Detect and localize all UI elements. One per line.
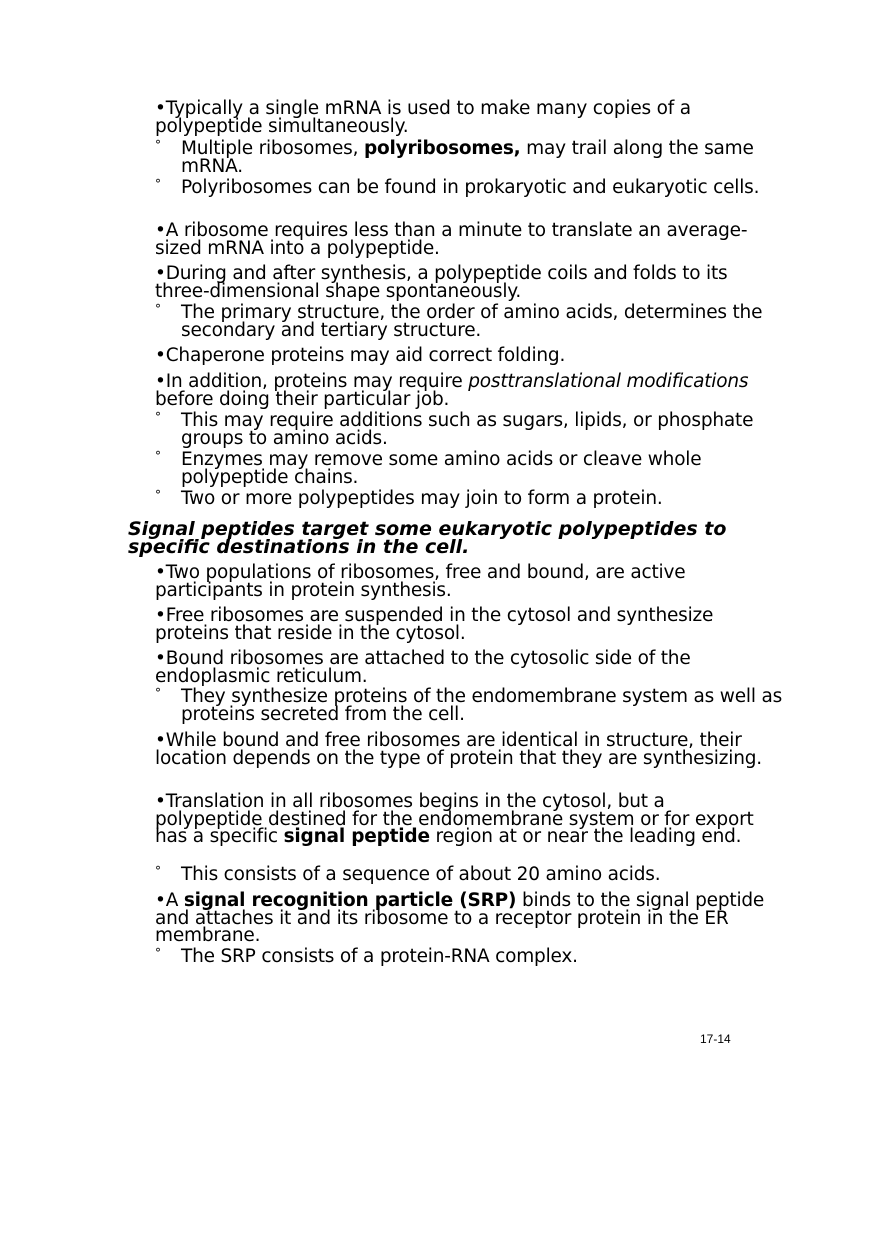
sub-bullet-text: Enzymes may remove some amino acids or cleave whole polypeptide chains.: [181, 449, 702, 488]
sub-bullet-marker: °: [155, 864, 161, 878]
bullet-text: Two populations of ribosomes, free and bound, are active participants in protein synthesis.: [155, 562, 686, 601]
bullet-marker: •: [155, 98, 166, 119]
bullet-text: Bound ribosomes are attached to the cytosolic side of the endoplasmic reticulum.: [155, 648, 691, 687]
sub-bullet-marker: °: [155, 177, 161, 191]
sub-bullet-text-end: may trail along the same mRNA.: [181, 138, 754, 177]
bullet-item: [155, 222, 765, 257]
sub-bullet-item: [155, 179, 791, 197]
bullet-item: [155, 607, 765, 642]
sub-bullet-item: [155, 304, 791, 339]
bullet-marker: •: [155, 730, 166, 751]
bullet-marker: •: [155, 791, 166, 812]
bullet-text: A ribosome requires less than a minute to translate an average-sized mRNA into a polypeptide.: [155, 220, 748, 259]
bullet-text-end: binds to the signal peptide and attaches it and its ribosome to a receptor protein in the ER membrane.: [155, 890, 765, 946]
bullet-text-start: A: [165, 890, 184, 911]
bullet-item: [155, 650, 765, 685]
bullet-item: [155, 793, 765, 846]
sub-bullet-item: [155, 490, 791, 508]
sub-bullet-marker: °: [155, 410, 161, 424]
sub-bullet-item: [155, 140, 791, 175]
sub-bullet-item: [155, 688, 791, 723]
sub-bullet-marker: °: [155, 686, 161, 700]
bullet-marker: •: [155, 605, 166, 626]
sub-bullet-text: Two or more polypeptides may join to form a protein.: [181, 488, 663, 509]
sub-bullet-text: This may require additions such as sugars, lipids, or phosphate groups to amino acids.: [181, 410, 754, 449]
sub-bullet-item: [155, 948, 791, 966]
term-srp: signal recognition particle (SRP): [183, 890, 517, 911]
sub-bullet-marker: °: [155, 488, 161, 502]
bullet-text: During and after synthesis, a polypeptide coils and folds to its three-dimensional shape spontaneously.: [155, 263, 728, 302]
sub-bullet-marker: °: [155, 449, 161, 463]
bullet-text: Chaperone proteins may aid correct folding.: [165, 345, 566, 366]
bullet-text-end: before doing their particular job.: [155, 388, 450, 410]
bullet-marker: •: [155, 220, 166, 241]
bullet-item: [155, 892, 765, 945]
sub-bullet-text: This consists of a sequence of about 20 amino acids.: [181, 864, 661, 885]
bullet-text: Free ribosomes are suspended in the cytosol and synthesize proteins that reside in the cytosol.: [155, 605, 714, 644]
bullet-marker: •: [155, 562, 166, 583]
sub-bullet-marker: °: [155, 302, 161, 316]
bullet-text: While bound and free ribosomes are identical in structure, their location depends on the type of protein that they are synthesizing.: [155, 730, 762, 769]
section-heading: Signal peptides target some eukaryotic polypeptides to specific destinations in the cell.: [128, 518, 727, 558]
bullet-text-start: In addition, proteins may require: [165, 371, 469, 392]
bullet-marker: •: [155, 648, 166, 669]
bullet-item: [155, 100, 765, 135]
sub-bullet-text-start: Multiple ribosomes,: [181, 138, 364, 159]
sub-bullet-item: [155, 451, 791, 486]
bullet-text-end: region at or near the leading end.: [429, 826, 742, 847]
bullet-marker: •: [155, 371, 166, 392]
sub-bullet-marker: °: [155, 946, 161, 960]
sub-bullet-text: Polyribosomes can be found in prokaryotic and eukaryotic cells.: [181, 177, 760, 198]
sub-bullet-text: The SRP consists of a protein-RNA complex.: [181, 946, 578, 967]
sub-bullet-text: They synthesize proteins of the endomembrane system as well as proteins secreted from the cell.: [181, 686, 783, 725]
bullet-item: [155, 564, 765, 599]
sub-bullet-item: [155, 866, 791, 884]
bullet-marker: •: [155, 345, 166, 366]
page-number: 17-14: [700, 1032, 731, 1046]
bullet-marker: •: [155, 263, 166, 284]
bullet-item: [155, 347, 765, 365]
bullet-item: [155, 265, 765, 300]
bullet-text: Typically a single mRNA is used to make many copies of a polypeptide simultaneously.: [155, 98, 691, 137]
term-signal-peptide: signal peptide: [283, 826, 430, 847]
sub-bullet-text: The primary structure, the order of amino acids, determines the secondary and tertiary structure.: [181, 302, 763, 341]
sub-bullet-item: [155, 412, 791, 447]
bullet-text-start: Translation in all ribosomes begins in the cytosol, but a polypeptide destined for the endomembrane system or for export has a specific: [155, 791, 754, 847]
term-polyribosomes: polyribosomes,: [363, 138, 521, 159]
bullet-marker: •: [155, 890, 166, 911]
sub-bullet-marker: °: [155, 138, 161, 152]
term-posttranslational-modifications: posttranslational modifications: [468, 371, 749, 392]
bullet-item: [155, 373, 765, 408]
bullet-item: [155, 732, 765, 767]
